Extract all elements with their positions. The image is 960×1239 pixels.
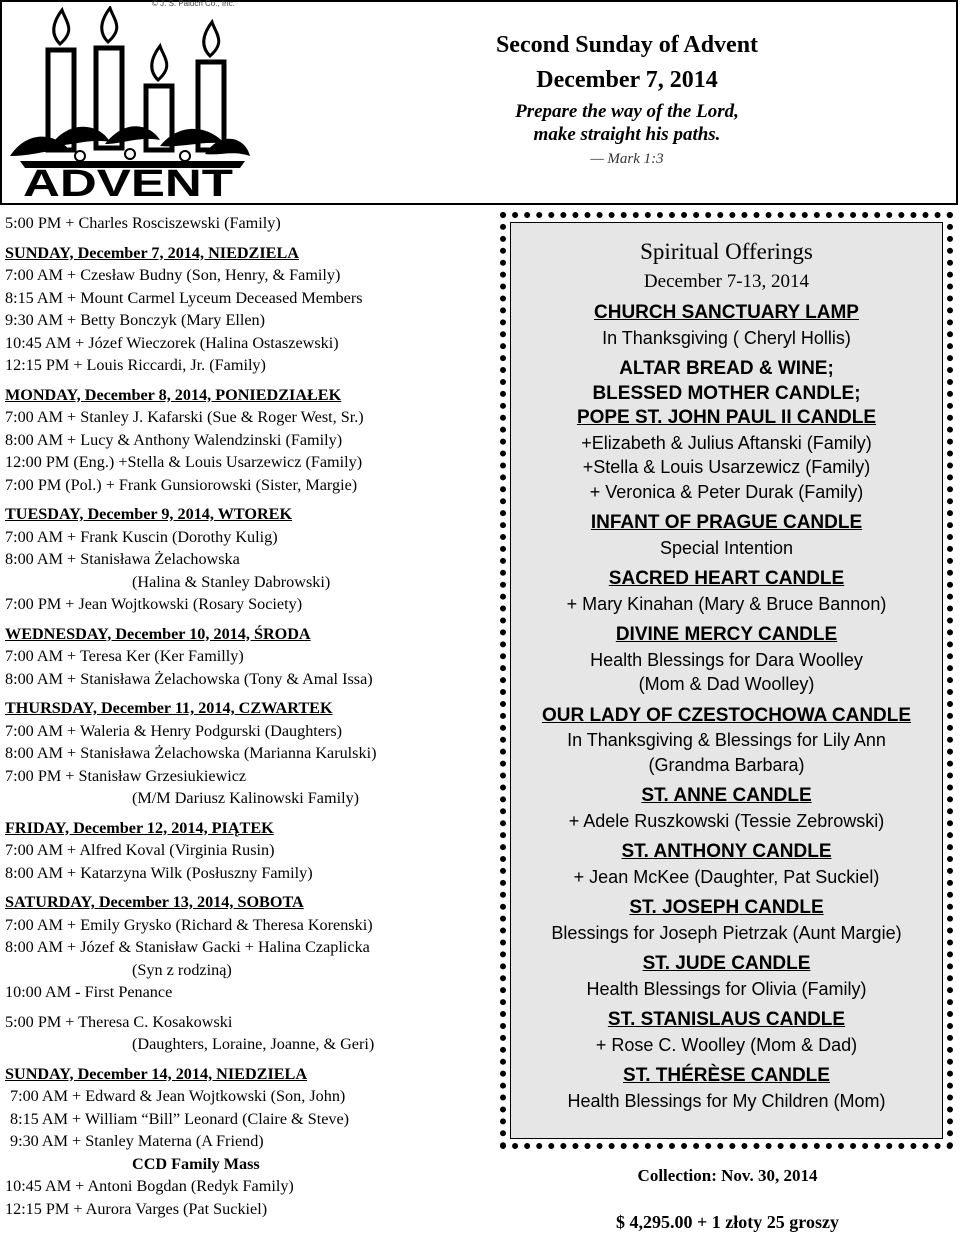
offering-intention: (Mom & Dad Woolley): [638, 674, 815, 694]
offering-intention: Health Blessings for My Children (Mom): [567, 1090, 886, 1111]
scripture-quote-line: Prepare the way of the Lord,: [515, 101, 739, 122]
offering-intention: In Thanksgiving & Blessings for Lily Ann: [567, 730, 886, 750]
mass-entry: 5:00 PM + Theresa C. Kosakowski: [5, 1012, 233, 1031]
offering-heading: ALTAR BREAD & WINE;: [619, 358, 834, 379]
mass-entry: 8:00 AM + Stanisława Żelachowska (Marianna Karulski): [5, 744, 377, 762]
offerings-title: Spiritual Offerings: [640, 239, 813, 264]
offering-heading: ST. JUDE CANDLE: [642, 953, 811, 974]
collection-label: Collection: Nov. 30, 2014: [637, 1166, 818, 1185]
spiritual-offerings-content: [510, 222, 943, 1139]
mass-entry: 8:00 AM + Józef & Stanisław Gacki + Halina Czaplicka: [5, 938, 370, 956]
mass-entry: 8:15 AM + William “Bill” Leonard (Claire & Steve): [10, 1109, 350, 1128]
mass-schedule: [5, 212, 490, 1220]
mass-entry: 7:00 AM + Waleria & Henry Podgurski (Daughters): [5, 721, 343, 740]
header-text: [392, 30, 862, 172]
offering-intention: Health Blessings for Olivia (Family): [586, 978, 867, 999]
mass-entry: 7:00 AM + Emily Grysko (Richard & Theresa Korenski): [5, 915, 373, 934]
offering-heading: INFANT OF PRAGUE CANDLE: [590, 512, 863, 533]
offering-intention: + Adele Ruszkowski (Tessie Zebrowski): [568, 810, 885, 831]
mass-note: CCD Family Mass: [132, 1154, 260, 1173]
collection-amount: $ 4,295.00 + 1 złoty 25 groszy: [616, 1212, 839, 1232]
offering-heading: ST. JOSEPH CANDLE: [629, 897, 824, 918]
offering-heading: DIVINE MERCY CANDLE: [615, 624, 838, 645]
mass-entry: 8:00 AM + Lucy & Anthony Walendzinski (Family): [5, 430, 343, 449]
mass-entry-continued: (Syn z rodziną): [132, 960, 232, 979]
offering-intention: Special Intention: [659, 537, 794, 558]
day-heading: SUNDAY, December 7, 2014, NIEDZIELA: [5, 243, 299, 262]
offering-heading: BLESSED MOTHER CANDLE;: [592, 382, 861, 404]
mass-entry: 7:00 PM (Pol.) + Frank Gunsiorowski (Sister, Margie): [5, 475, 358, 494]
day-heading: WEDNESDAY, December 10, 2014, ŚRODA: [5, 624, 311, 643]
mass-entry: 10:45 AM + Antoni Bogdan (Redyk Family): [5, 1177, 294, 1195]
spiritual-offerings-panel: [500, 212, 953, 1149]
mass-entry: 8:00 AM + Stanisława Żelachowska: [5, 550, 240, 568]
offering-intention: + Jean McKee (Daughter, Pat Suckiel): [573, 866, 880, 887]
mass-entry: 7:00 AM + Teresa Ker (Ker Familly): [5, 647, 244, 665]
mass-entry: 10:45 AM + Józef Wieczorek (Halina Ostaszewski): [5, 333, 339, 352]
mass-entry: 7:00 AM + Stanley J. Kafarski (Sue & Roger West, Sr.): [5, 408, 364, 426]
mass-entry: 10:00 AM - First Penance: [5, 983, 173, 1001]
mass-entry: 8:00 AM + Stanisława Żelachowska (Tony & Amal Issa): [5, 669, 373, 688]
day-heading: MONDAY, December 8, 2014, PONIEDZIAŁEK: [5, 385, 342, 404]
offering-heading: ST. ANNE CANDLE: [641, 785, 812, 806]
mass-entry: 8:00 AM + Katarzyna Wilk (Posłuszny Family): [5, 863, 313, 882]
day-heading: SUNDAY, December 14, 2014, NIEDZIELA: [5, 1064, 308, 1083]
scripture-citation: — Mark 1:3: [590, 151, 664, 167]
page-date: December 7, 2014: [536, 67, 718, 93]
offering-intention: Blessings for Joseph Pietrzak (Aunt Margie): [551, 922, 902, 943]
mass-entry: 12:15 PM + Aurora Varges (Pat Suckiel): [5, 1199, 268, 1218]
advent-wreath-illustration: [10, 6, 250, 201]
offerings-dates: December 7-13, 2014: [643, 271, 810, 292]
flame-icon: [54, 8, 219, 80]
mass-entry: 7:00 PM + Jean Wojtkowski (Rosary Society): [5, 595, 303, 613]
mass-entry: 7:00 PM + Stanisław Grzesiukiewicz: [5, 766, 247, 785]
offering-intention: +Stella & Louis Usarzewicz (Family): [582, 457, 871, 477]
offering-heading: ST. THÉRÈSE CANDLE: [623, 1065, 830, 1086]
day-heading: SATURDAY, December 13, 2014, SOBOTA: [5, 893, 304, 911]
header-box: [0, 0, 958, 205]
offering-heading: CHURCH SANCTUARY LAMP: [594, 302, 859, 323]
mass-entry: 8:15 AM + Mount Carmel Lyceum Deceased Members: [5, 288, 363, 307]
offering-intention: + Rose C. Woolley (Mom & Dad): [595, 1034, 858, 1055]
offering-intention: + Mary Kinahan (Mary & Bruce Bannon): [566, 593, 887, 614]
mass-entry: 12:15 PM + Louis Riccardi, Jr. (Family): [5, 356, 266, 374]
offering-heading: ST. ANTHONY CANDLE: [621, 841, 832, 862]
offering-heading: ST. STANISLAUS CANDLE: [607, 1009, 846, 1030]
mass-entry: 9:30 AM + Stanley Materna (A Friend): [10, 1132, 264, 1150]
mass-entry: 9:30 AM + Betty Bonczyk (Mary Ellen): [5, 311, 265, 329]
mass-entry: 12:00 PM (Eng.) +Stella & Louis Usarzewicz (Family): [5, 453, 363, 471]
mass-entry: 7:00 AM + Frank Kuscin (Dorothy Kulig): [5, 527, 278, 546]
mass-entry: 7:00 AM + Alfred Koval (Virginia Rusin): [5, 841, 275, 859]
page-title: Second Sunday of Advent: [495, 32, 759, 58]
offering-intention: +Elizabeth & Julius Aftanski (Family): [581, 432, 872, 453]
day-heading: FRIDAY, December 12, 2014, PIĄTEK: [5, 818, 274, 837]
mass-entry: 7:00 AM + Edward & Jean Wojtkowski (Son, John): [10, 1087, 346, 1105]
scripture-quote-line: make straight his paths.: [533, 124, 721, 145]
day-heading: THURSDAY, December 11, 2014, CZWARTEK: [5, 699, 333, 717]
offering-intention: + Veronica & Peter Durak (Family): [589, 481, 864, 502]
offering-intention: (Grandma Barbara): [648, 754, 805, 775]
offering-intention: Health Blessings for Dara Woolley: [590, 649, 863, 670]
mass-entry: 5:00 PM + Charles Rosciszewski (Family): [5, 214, 281, 232]
offering-intention: In Thanksgiving ( Cheryl Hollis): [602, 327, 851, 348]
mass-entry-continued: (Halina & Stanley Dabrowski): [132, 572, 331, 591]
mass-entry: 7:00 AM + Czesław Budny (Son, Henry, & Family): [5, 266, 341, 284]
mass-entry-continued: (Daughters, Loraine, Joanne, & Geri): [132, 1035, 375, 1053]
mass-entry-continued: (M/M Dariusz Kalinowski Family): [132, 789, 360, 807]
advent-lettering: ADVENT: [23, 163, 233, 201]
offering-heading: POPE ST. JOHN PAUL II CANDLE: [576, 407, 877, 428]
offering-heading: SACRED HEART CANDLE: [608, 568, 845, 589]
offering-heading: OUR LADY OF CZESTOCHOWA CANDLE: [541, 704, 912, 726]
day-heading: TUESDAY, December 9, 2014, WTOREK: [5, 505, 293, 523]
copyright-text: © J. S. Paluch Co., Inc.: [152, 0, 235, 8]
